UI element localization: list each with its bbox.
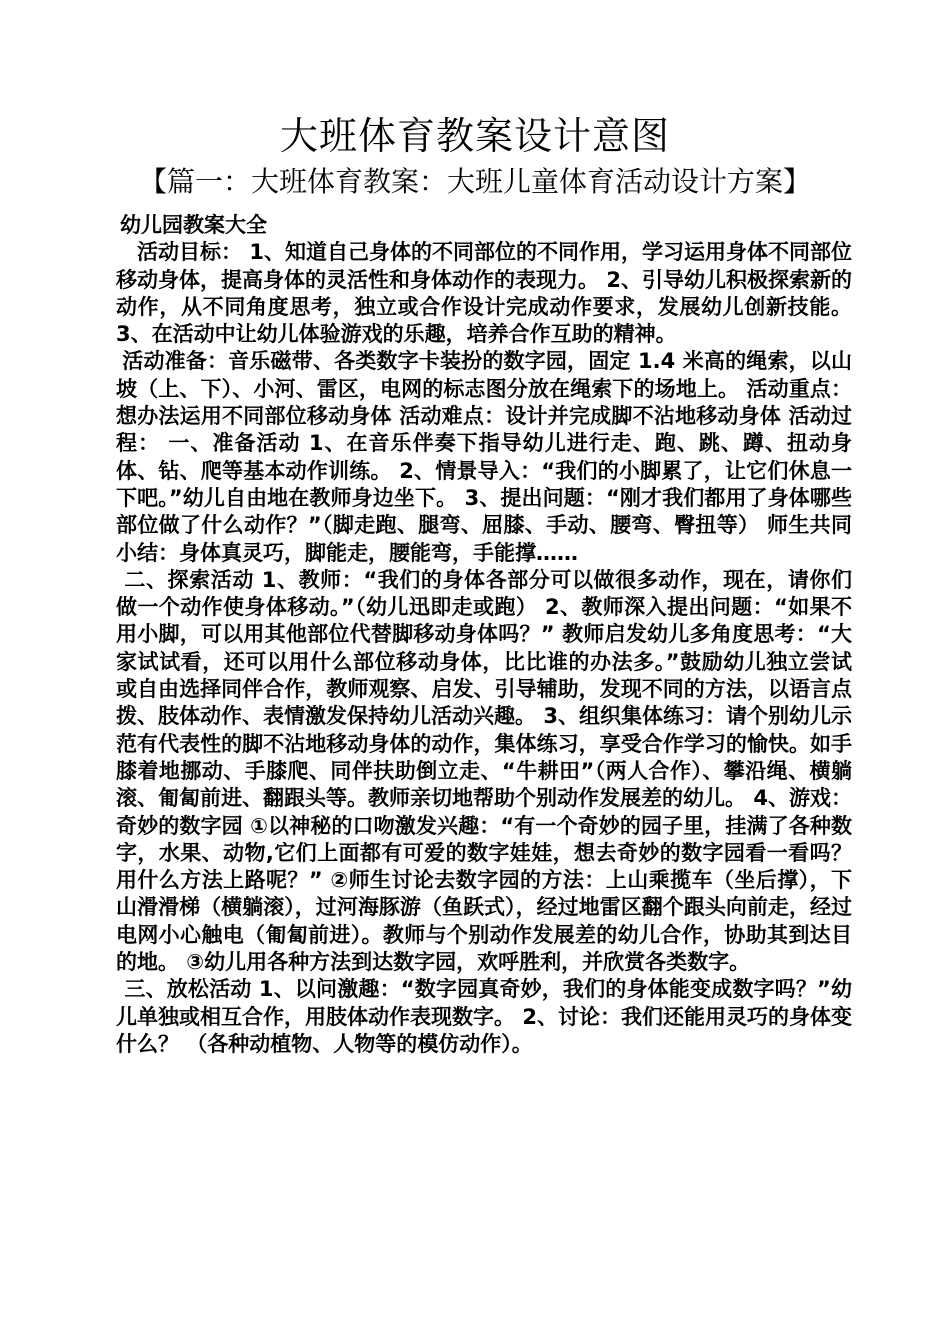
paragraph-exploration-activity: 二、探索活动 1、教师：“我们的身体各部分可以做很多动作，现在，请你们做一个动作使身体移动。”（幼儿迅即走或跑） 2、教师深入提出问题：“如果不用小脚，可以用其他部位代替脚移动身体吗？” 教师启发幼儿多角度思考：“大家试试看，还可以用什么部位移动身体，比比谁的办法多。”鼓励幼儿独立尝试或自由选择同伴合作，教师观察、启发、引导辅助，发现不同的方法，以语言点拨、肢体动作、表情激发保持幼儿活动兴趣。 3、组织集体练习：请个别幼儿示范有代表性的脚不沾地移动身体的动作，集体练习，享受合作学习的愉快。如手膝着地挪动、手膝爬、同伴扶助倒立走、“牛耕田”（两人合作）、攀沿绳、横躺滚、匍匐前进、翻跟头等。教师亲切地帮助个别动作发展差的幼儿。 4、游戏：奇妙的数字园 ①以神秘的口吻激发兴趣：“有一个奇妙的园子里，挂满了各种数字，水果、动物,它们上面都有可爱的数字娃娃，想去奇妙的数字园看一看吗？用什么方法上路呢？” ②师生讨论去数字园的方法：上山乘揽车（坐后撑），下山滑滑梯（横躺滚），过河海豚游（鱼跃式），经过地雷区翻个跟头向前走，经过电网小心触电（匍匐前进）。教师与个别动作发展差的幼儿合作，协助其到达目的地。 ③幼儿用各种方法到达数字园，欢呼胜利，并欣赏各类数字。 [116,567,852,975]
document-subtitle: 【篇一：大班体育教案：大班儿童体育活动设计方案】 [138,165,811,198]
paragraph-activity-preparation: 活动准备：音乐磁带、各类数字卡装扮的数字园，固定 1.4 米高的绳索，以山坡（上、下）、小河、雷区，电网的标志图分放在绳索下的场地上。 活动重点：想办法运用不同部位移动身体 活动难点：设计并完成脚不沾地移动身体 活动过程： 一、准备活动 1、在音乐伴奏下指导幼儿进行走、跑、跳、蹲、扭动身体、钻、爬等基本动作训练。 2、情景导入：“我们的小脚累了，让它们休息一下吧。”幼儿自由地在教师身边坐下。 3、提出问题：“刚才我们都用了身体哪些部位做了什么动作？”（脚走跑、腿弯、屈膝、手动、腰弯、臀扭等） 师生共同小结：身体真灵巧，脚能走，腰能弯，手能撑…… [116,349,852,565]
section-heading: 幼儿园教案大全 [120,213,267,237]
document-body [116,212,852,1058]
document-title: 大班体育教案设计意图 [279,114,670,158]
paragraph-activity-goals: 活动目标： 1、知道自己身体的不同部位的不同作用，学习运用身体不同部位移动身体，提高身体的灵活性和身体动作的表现力。 2、引导幼儿积极探索新的动作，从不同角度思考，独立或合作设计完成动作要求，发展幼儿创新技能。 3、在活动中让幼儿体验游戏的乐趣，培养合作互助的精神。 [116,240,852,347]
paragraph-relaxation-activity: 三、放松活动 1、以问激趣：“数字园真奇妙，我们的身体能变成数字吗？”幼儿单独或相互合作，用肢体动作表现数字。 2、讨论：我们还能用灵巧的身体变什么？ （各种动植物、人物等的模仿动作）。 [116,977,852,1056]
